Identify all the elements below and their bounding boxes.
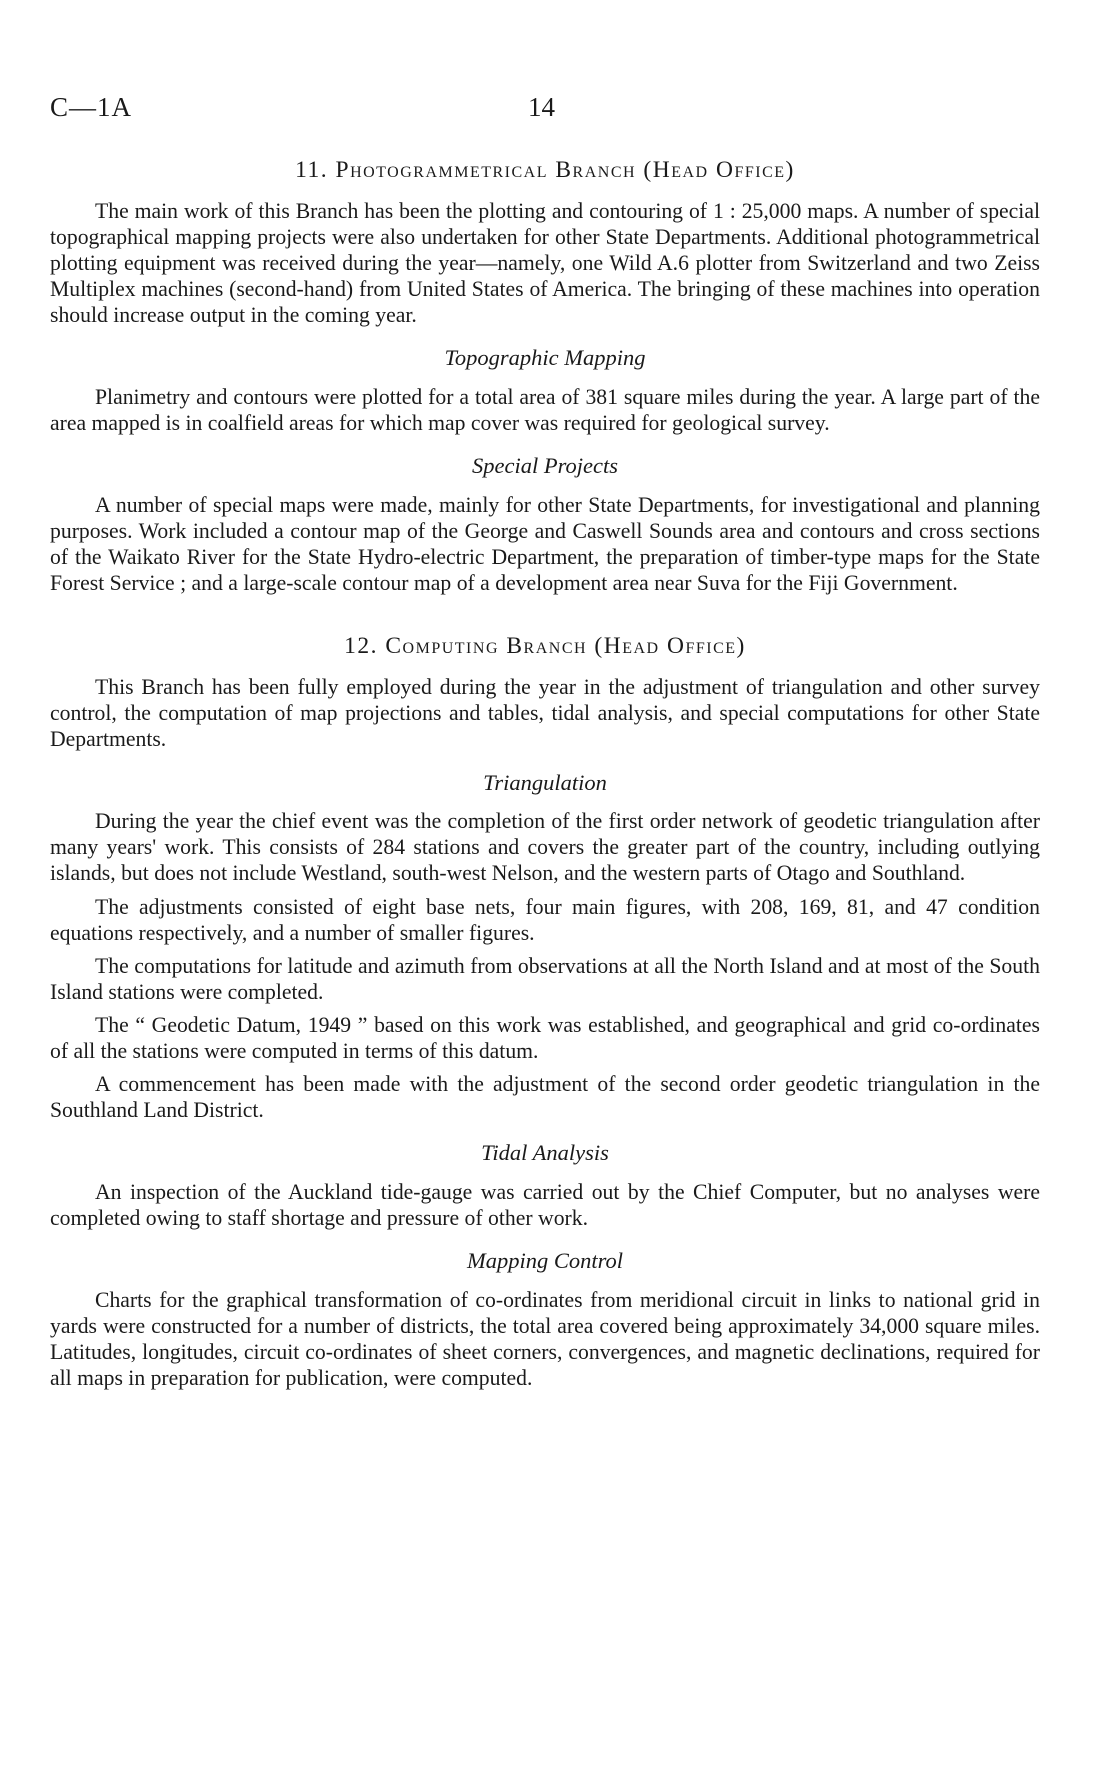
subheading-mapping-control: Mapping Control: [466, 1248, 624, 1274]
paragraph-triangulation: The computations for latitude and azimuth from observations at all the North Island and at most of the South Island stations were completed.: [50, 953, 1040, 1004]
page-header: [50, 92, 1050, 122]
section-heading-computing: 12. Computing Branch (Head Office): [344, 633, 746, 660]
paragraph-triangulation: During the year the chief event was the completion of the first order network of geodetic triangulation after many years' work. This consists of 284 stations and covers the greater part of the country, including outlying islands, but does not include Westland, south-west Nelson, and the western parts of Otago and Southland.: [50, 809, 1040, 886]
subheading-triangulation: Triangulation: [483, 769, 607, 795]
subheading-topographic-mapping: Topographic Mapping: [444, 345, 646, 371]
page-body: [50, 158, 1040, 1398]
subheading-special-projects: Special Projects: [472, 453, 618, 479]
subheading-tidal-analysis: Tidal Analysis: [481, 1140, 609, 1166]
document-reference: C—1A: [50, 92, 133, 122]
paragraph-triangulation: The adjustments consisted of eight base nets, four main figures, with 208, 169, 81, and 47 condition equations respectively, and a number of smaller figures.: [50, 894, 1040, 945]
paragraph-triangulation: The “ Geodetic Datum, 1949 ” based on this work was established, and geographical and grid co-ordinates of all the stations were computed in terms of this datum.: [50, 1012, 1040, 1063]
page-number: 14: [528, 92, 555, 122]
paragraph-tidal-analysis: An inspection of the Auckland tide-gauge was carried out by the Chief Computer, but no analyses were completed owing to staff shortage and pressure of other work.: [50, 1180, 1040, 1231]
paragraph-mapping-control: Charts for the graphical transformation of co-ordinates from meridional circuit in links to national grid in yards were constructed for a number of districts, the total area covered being approximately 34,000 square miles. Latitudes, longitudes, circuit co-ordinates of sheet corners, convergences, and magnetic declinations, required for all maps in preparation for publication, were computed.: [50, 1287, 1040, 1391]
paragraph-special-projects: A number of special maps were made, mainly for other State Departments, for investigational and planning purposes. Work included a contour map of the George and Caswell Sounds area and contours and cross sections of the Waikato River for the State Hydro-electric Department, the preparation of timber-type maps for the State Forest Service ; and a large-scale contour map of a development area near Suva for the Fiji Government.: [50, 493, 1040, 596]
paragraph-topographic-mapping: Planimetry and contours were plotted for a total area of 381 square miles during the year. A large part of the area mapped is in coalfield areas for which map cover was required for geological survey.: [50, 385, 1040, 436]
section-heading-photogrammetrical: 11. Photogrammetrical Branch (Head Office): [295, 157, 795, 183]
paragraph-photogrammetrical-intro: The main work of this Branch has been the plotting and contouring of 1 : 25,000 maps. A number of special topographical mapping projects were also undertaken for other State Departments. Additional photogrammetrical plotting equipment was received during the year—namely, one Wild A.6 plotter from Switzerland and two Zeiss Multiplex machines (second-hand) from United States of America. The bringing of these machines into operation should increase output in the coming year.: [50, 198, 1040, 328]
paragraph-triangulation: A commencement has been made with the adjustment of the second order geodetic triangulation in the Southland Land District.: [50, 1072, 1040, 1123]
paragraph-computing-intro: This Branch has been fully employed during the year in the adjustment of triangulation and other survey control, the computation of map projections and tables, tidal analysis, and special computations for other State Departments.: [50, 675, 1040, 752]
